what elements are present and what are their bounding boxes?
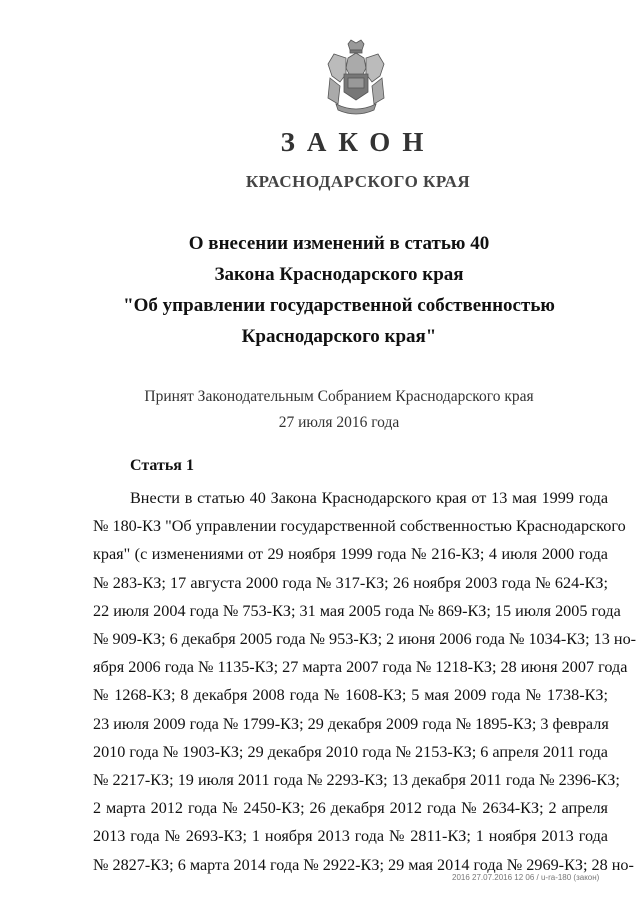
adoption-body: Принят Законодательным Собранием Краснодарского края <box>144 388 534 405</box>
subject-line: Краснодарского края" <box>241 326 437 347</box>
text-line: 2 марта 2012 года № 2450-КЗ; 26 декабря 2012 года № 2634-КЗ; 2 апреля <box>93 799 608 818</box>
document-stamp: 2016 27.07.2016 12 06 / u-ra-180 (закон) <box>452 873 600 882</box>
article-heading: Статья 1 <box>130 457 194 474</box>
text-line: 2010 года № 1903-КЗ; 29 декабря 2010 года № 2153-КЗ; 6 апреля 2011 года <box>93 742 608 761</box>
adoption-date: 27 июля 2016 года <box>278 414 400 431</box>
law-subject <box>0 228 640 352</box>
adoption-info <box>0 384 640 436</box>
law-title: ЗАКОН <box>280 127 436 157</box>
text-line: № 283-КЗ; 17 августа 2000 года № 317-КЗ; 26 ноября 2003 года № 624-КЗ; <box>93 573 608 592</box>
text-line: 2013 года № 2693-КЗ; 1 ноября 2013 года № 2811-КЗ; 1 ноября 2013 года <box>93 827 608 846</box>
text-line: края" (с изменениями от 29 ноября 1999 года № 216-КЗ; 4 июля 2000 года <box>93 545 608 564</box>
text-line: № 1268-КЗ; 8 декабря 2008 года № 1608-КЗ; 5 мая 2009 года № 1738-КЗ; <box>93 686 608 705</box>
text-line: 23 июля 2009 года № 1799-КЗ; 29 декабря 2009 года № 1895-КЗ; 3 февраля <box>93 714 609 733</box>
text-line: Внести в статью 40 Закона Краснодарского края от 13 мая 1999 года <box>130 489 608 507</box>
subject-line: Закона Краснодарского края <box>214 264 464 285</box>
text-line: № 909-КЗ; 6 декабря 2005 года № 953-КЗ; 2 июня 2006 года № 1034-КЗ; 13 но- <box>93 630 637 649</box>
text-line: № 180-КЗ "Об управлении государственной собственностью Краснодарского <box>93 517 626 536</box>
article-text <box>93 484 637 879</box>
subject-line: "Об управлении государственной собственностью <box>123 295 555 316</box>
text-line: ября 2006 года № 1135-КЗ; 27 марта 2007 года № 1218-КЗ; 28 июня 2007 года <box>93 658 628 677</box>
text-line: 22 июля 2004 года № 753-КЗ; 31 мая 2005 года № 869-КЗ; 15 июля 2005 года <box>93 601 621 620</box>
region-title: КРАСНОДАРСКОГО КРАЯ <box>245 172 471 191</box>
coat-of-arms-icon <box>318 38 394 116</box>
subject-line: О внесении изменений в статью 40 <box>188 233 490 254</box>
text-line: № 2217-КЗ; 19 июля 2011 года № 2293-КЗ; 13 декабря 2011 года № 2396-КЗ; <box>93 771 620 790</box>
text-line: № 2827-КЗ; 6 марта 2014 года № 2922-КЗ; 29 мая 2014 года № 2969-КЗ; 28 но- <box>93 855 634 874</box>
